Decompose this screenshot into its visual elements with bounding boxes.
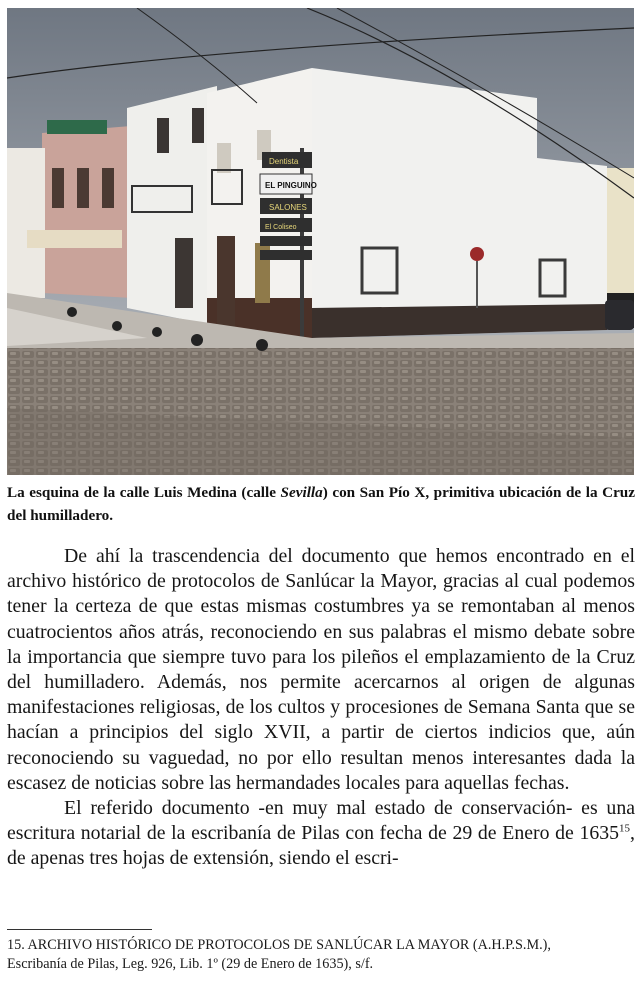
paragraph-2 [7, 796, 635, 872]
caption-italic: Sevilla [280, 484, 323, 501]
sign-pinguino: EL PINGUINO [265, 181, 317, 190]
footnote-line-2: Escribanía de Pilas, Leg. 926, Lib. 1º (29 de Enero de 1635), s/f. [7, 956, 374, 972]
footnote-divider [7, 929, 152, 930]
caption-text-before: La esquina de la calle Luis Medina (calle [7, 484, 281, 501]
pink-building [42, 126, 132, 298]
paragraph-2-before: El referido documento -en muy mal estado de conservación- es una escritura notarial de la escribanía de Pilas con fecha de 29 de Enero de 1635 [7, 797, 635, 845]
paragraph-1: De ahí la trascendencia del documento que hemos encontrado en el archivo histórico de protocolos de Sanlúcar la Mayor, gracias al cual podemos tener la certeza de que estas mismas costumbres ya se remontaban al menos cuatrocientos años atrás, reconociendo en sus palabras el mismo debate sobre la importancia que siempre tuvo para los pileños el emplazamiento de la Cruz del humilladero. Además, nos permite acercarnos al origen de algunas manifestaciones religiosas, de los cultos y procesiones de Semana Santa que se hacían a principios del siglo XVII, a partir de ciertos indicios que, aún reconociendo su vaguedad, no por ello resultan menos interesantes dada la escasez de noticias sobre las hermandades locales para aquellas fechas. [7, 545, 635, 794]
photo-caption [7, 481, 635, 527]
sign-salones: SALONES [269, 203, 307, 212]
body-text [7, 544, 635, 872]
footnote-ref[interactable]: 15 [619, 822, 631, 835]
caption-text-after: ) con San Pío X, primitiva ubicación de la Cruz del humilladero. [7, 484, 635, 524]
footnote-line-1: 15. ARCHIVO HISTÓRICO DE PROTOCOLOS DE SANLÚCAR LA MAYOR (A.H.P.S.M.), [7, 937, 551, 953]
paragraph-2-after: , de apenas tres hojas de extensión, siendo el escri- [7, 822, 635, 870]
sign-dentista: Dentista [269, 157, 299, 166]
footnote [7, 936, 635, 974]
sign-coliseo: El Coliseo [265, 224, 297, 231]
street-corner-photo [7, 8, 634, 475]
